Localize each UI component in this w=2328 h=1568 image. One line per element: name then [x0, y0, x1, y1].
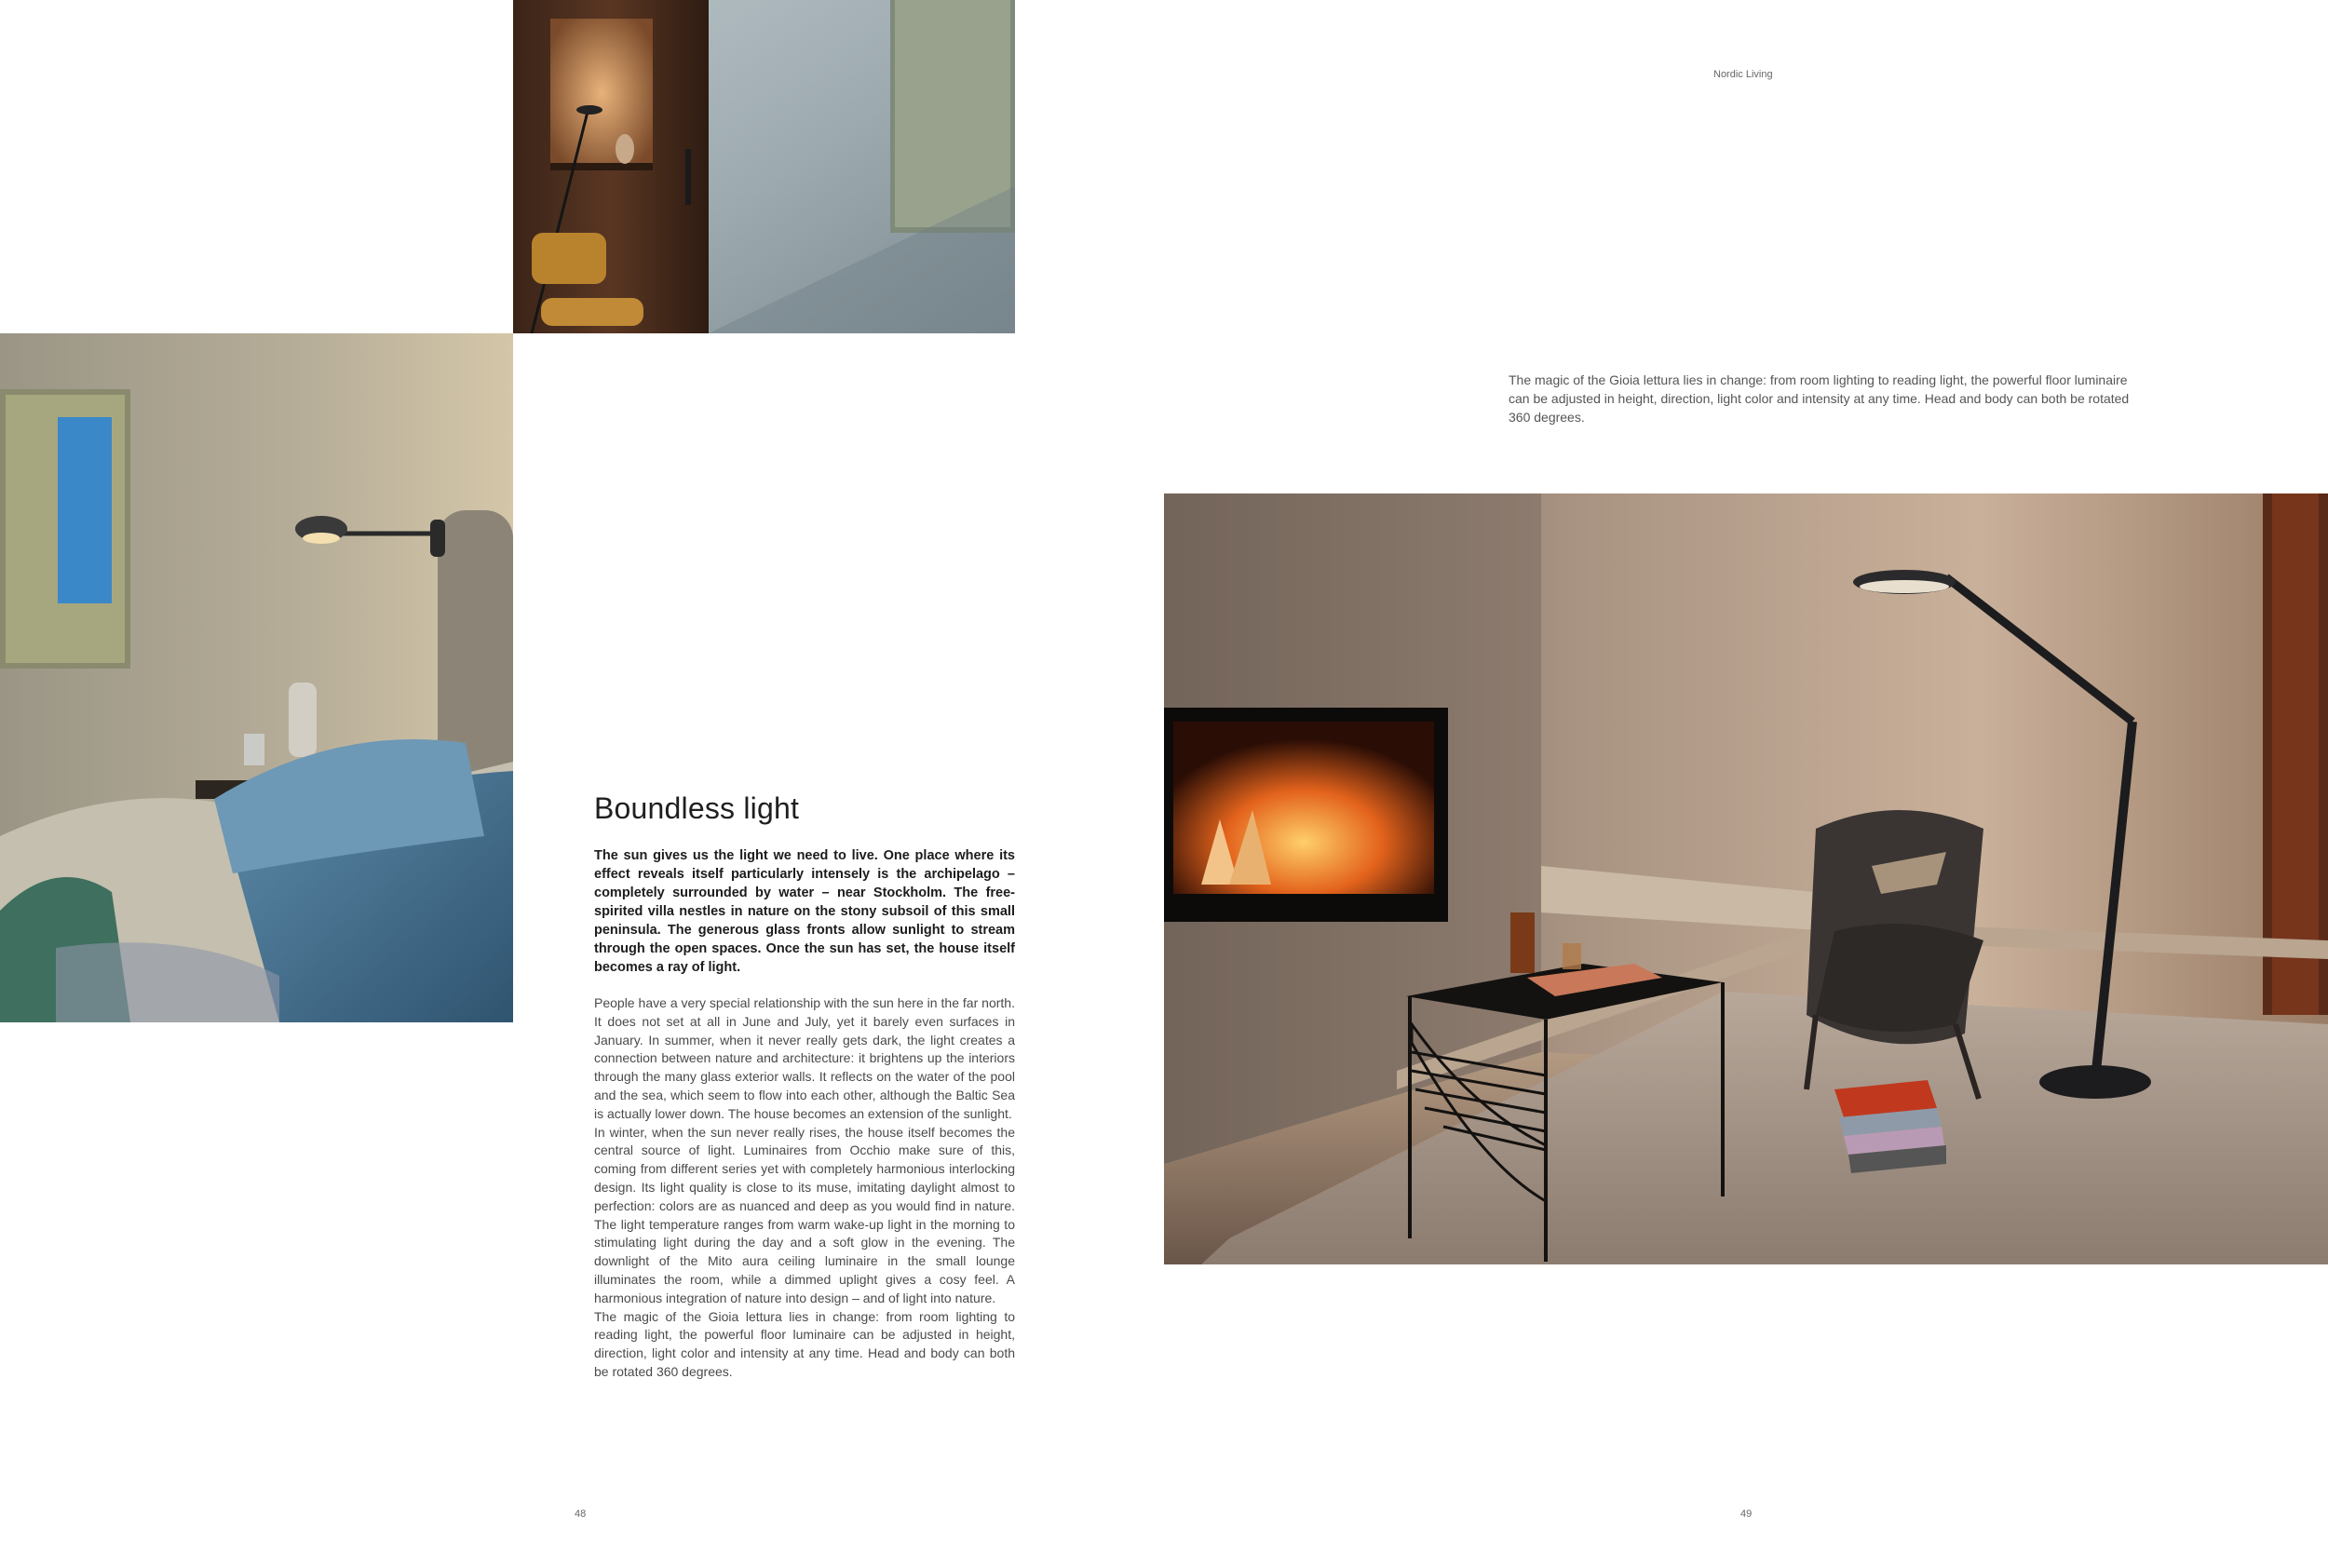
article-lead: The sun gives us the light we need to live. One place where its effect reveals itself particularly intensely is the archipelago – completely surrounded by water – near Stockholm. The free-spirited villa nestles in nature on the stony subsoil of this small peninsula. The generous glass fronts allow sunlight to stream through the open spaces. Once the sun has set, the house itself becomes a ray of light. — [594, 848, 1015, 975]
living-room-fireplace-floor-lamp-photo — [1164, 493, 2328, 1264]
page-number-left: 48 — [575, 1508, 587, 1520]
article-title: Boundless light — [594, 791, 800, 825]
photo-caption: The magic of the Gioia lettura lies in change: from room lighting to reading light, the powerful floor luminaire can be adjusted in height, direction, light color and intensity at any time. Head and body can both be rotated 360 degrees. — [1509, 372, 2130, 425]
body-paragraph: People have a very special relationship with the sun here in the far north. It does not set at all in June and July, yet it barely even surfaces in January. In summer, when it never really gets dark, the light creates a connection between nature and architecture: it brightens up the interiors through the many glass exterior walls. It reflects on the water of the pool and the sea, which seem to flow into each other, although the Baltic Sea is actually lower down. The house becomes an extension of the sunlight. — [594, 995, 1015, 1121]
body-paragraph: The magic of the Gioia lettura lies in change: from room lighting to reading light, the powerful floor luminaire can be adjusted in height, direction, light color and intensity at any time. Head and body can both be rotated 360 degrees. — [594, 1308, 1015, 1379]
article-body — [594, 994, 1015, 1382]
page-number-right: 49 — [1740, 1508, 1753, 1520]
interior-hallway-photo — [513, 0, 1015, 333]
running-header: Nordic Living — [1713, 69, 1773, 80]
body-paragraph: In winter, when the sun never really rises, the house itself becomes the central source of light. Luminaires from Occhio make sure of this, coming from different series yet with completely harmonious interlocking design. Its light quality is close to its muse, imitating daylight almost to perfection: colors are as nuanced and deep as you would find in nature. The light temperature ranges from warm wake-up light in the morning to stimulating light during the day and a soft glow in the evening. The downlight of the Mito aura ceiling luminaire in the small lounge illuminates the room, while a dimmed uplight gives a cosy feel. A harmonious integration of nature into design – and of light into nature. — [594, 1124, 1015, 1305]
bedroom-wall-lamp-photo — [0, 333, 513, 1022]
